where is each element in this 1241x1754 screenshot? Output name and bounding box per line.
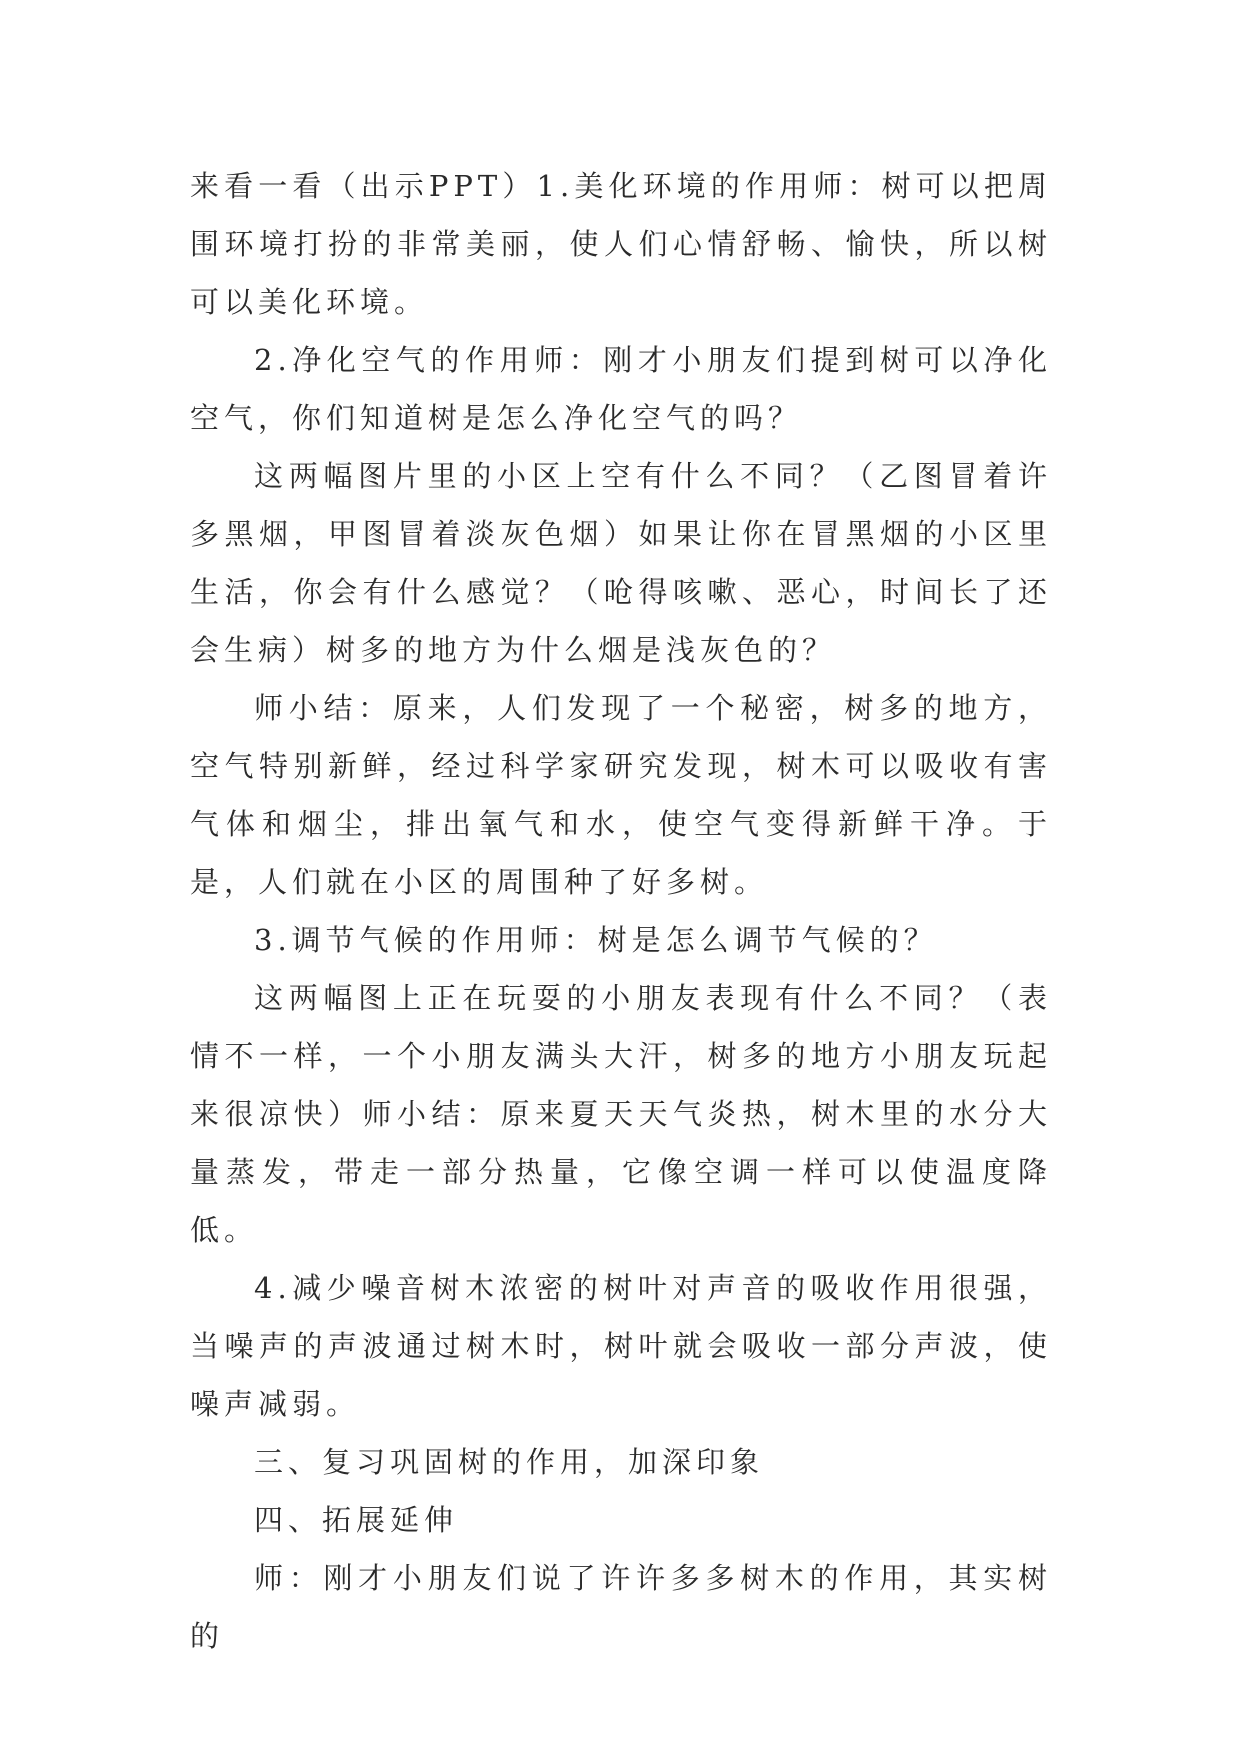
paragraph-2: 2.净化空气的作用师：刚才小朋友们提到树可以净化空气，你们知道树是怎么净化空气的吗？ (190, 343, 1052, 435)
section-heading-review: 三、复习巩固树的作用，加深印象 (254, 1445, 765, 1479)
paragraph-1: 来看一看（出示PPT）1.美化环境的作用师：树可以把周围环境打扮的非常美丽，使人们心情舒畅、愉快，所以树可以美化环境。 (190, 169, 1052, 319)
paragraph-5: 3.调节气候的作用师：树是怎么调节气候的？ (254, 923, 938, 957)
paragraph-7: 4.减少噪音树木浓密的树叶对声音的吸收作用很强，当噪声的声波通过树木时，树叶就会吸收一部分声波，使噪声减弱。 (190, 1271, 1052, 1421)
paragraph-4: 师小结：原来，人们发现了一个秘密，树多的地方，空气特别新鲜，经过科学家研究发现，树木可以吸收有害气体和烟尘，排出氧气和水，使空气变得新鲜干净。于是，人们就在小区的周围种了好多树。 (190, 691, 1052, 899)
document-body (190, 157, 1052, 1665)
paragraph-10: 师：刚才小朋友们说了许许多多树木的作用，其实树的 (190, 1561, 1052, 1653)
paragraph-6: 这两幅图上正在玩耍的小朋友表现有什么不同？（表情不一样，一个小朋友满头大汗，树多的地方小朋友玩起来很凉快）师小结：原来夏天天气炎热，树木里的水分大量蒸发，带走一部分热量，它像空调一样可以使温度降低。 (190, 981, 1052, 1247)
section-heading-extension: 四、拓展延伸 (254, 1503, 459, 1537)
paragraph-3: 这两幅图片里的小区上空有什么不同？（乙图冒着许多黑烟，甲图冒着淡灰色烟）如果让你在冒黑烟的小区里生活，你会有什么感觉？（呛得咳嗽、恶心，时间长了还会生病）树多的地方为什么烟是浅灰色的？ (190, 459, 1052, 667)
